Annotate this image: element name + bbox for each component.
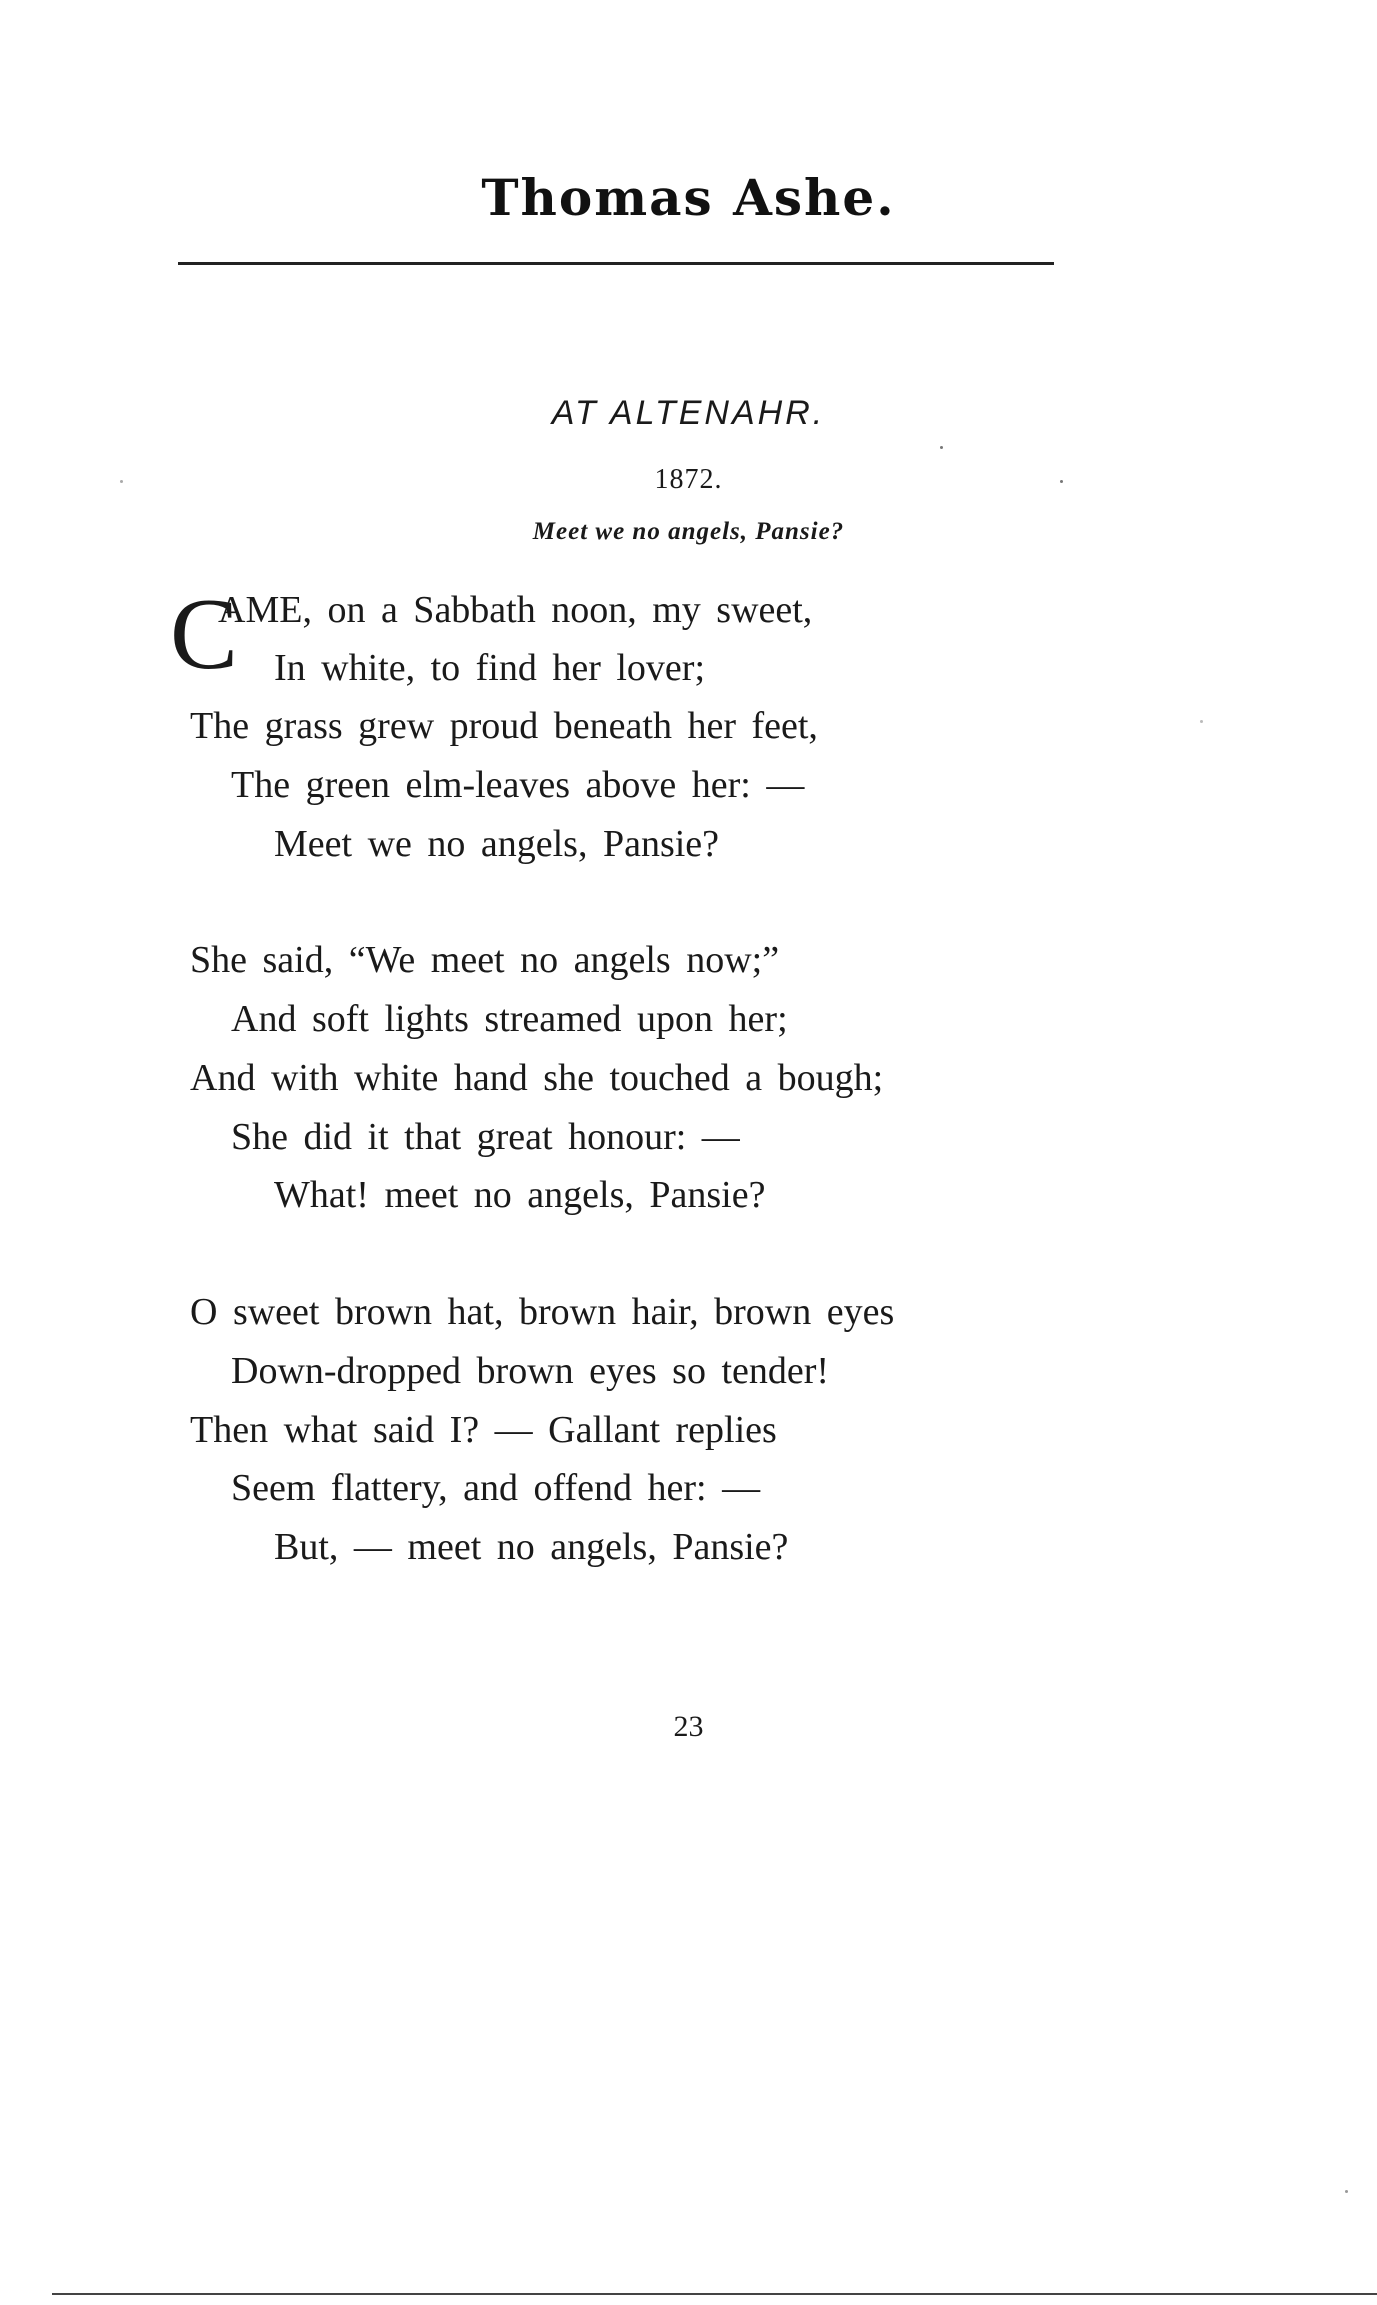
scan-speck	[1200, 720, 1203, 723]
header-rule	[178, 262, 1054, 265]
stanza-1-line-1: AME, on a Sabbath noon, my sweet,	[218, 589, 813, 631]
stanza-1-line-5: Meet we no angels, Pansie?	[274, 823, 720, 865]
stanza-2-line-5: What! meet no angels, Pansie?	[274, 1174, 766, 1216]
stanza-3-line-3: Then what said I? — Gallant replies	[190, 1409, 777, 1451]
stanza-3-line-1: O sweet brown hat, brown hair, brown eyes	[190, 1291, 895, 1333]
poem-epigraph: Meet we no angels, Pansie?	[532, 518, 845, 545]
stanza-1-line-2: In white, to find her lover;	[274, 647, 706, 689]
poem-title: AT ALTENAHR.	[551, 394, 826, 432]
page-number: 23	[673, 1710, 704, 1743]
scan-speck	[940, 446, 943, 449]
scan-speck	[1345, 2190, 1348, 2193]
stanza-2-line-4: She did it that great honour: —	[231, 1116, 740, 1158]
running-head: Thomas Ashe.	[481, 168, 896, 227]
stanza-3-line-2: Down-dropped brown eyes so tender!	[231, 1350, 830, 1392]
drop-cap: C	[170, 578, 239, 691]
scan-speck	[120, 480, 123, 483]
poem-year: 1872.	[654, 464, 723, 495]
stanza-2-line-1: She said, “We meet no angels now;”	[190, 939, 780, 981]
stanza-3-line-5: But, — meet no angels, Pansie?	[274, 1526, 789, 1568]
stanza-2-line-3: And with white hand she touched a bough;	[190, 1057, 884, 1099]
stanza-3-line-4: Seem flattery, and offend her: —	[231, 1467, 761, 1509]
stanza-1-line-3: The grass grew proud beneath her feet,	[190, 705, 818, 747]
footer-rule	[52, 2293, 1377, 2295]
stanza-2-line-2: And soft lights streamed upon her;	[231, 998, 788, 1040]
stanza-1-line-4: The green elm-leaves above her: —	[231, 764, 805, 806]
scan-speck	[1060, 480, 1063, 483]
